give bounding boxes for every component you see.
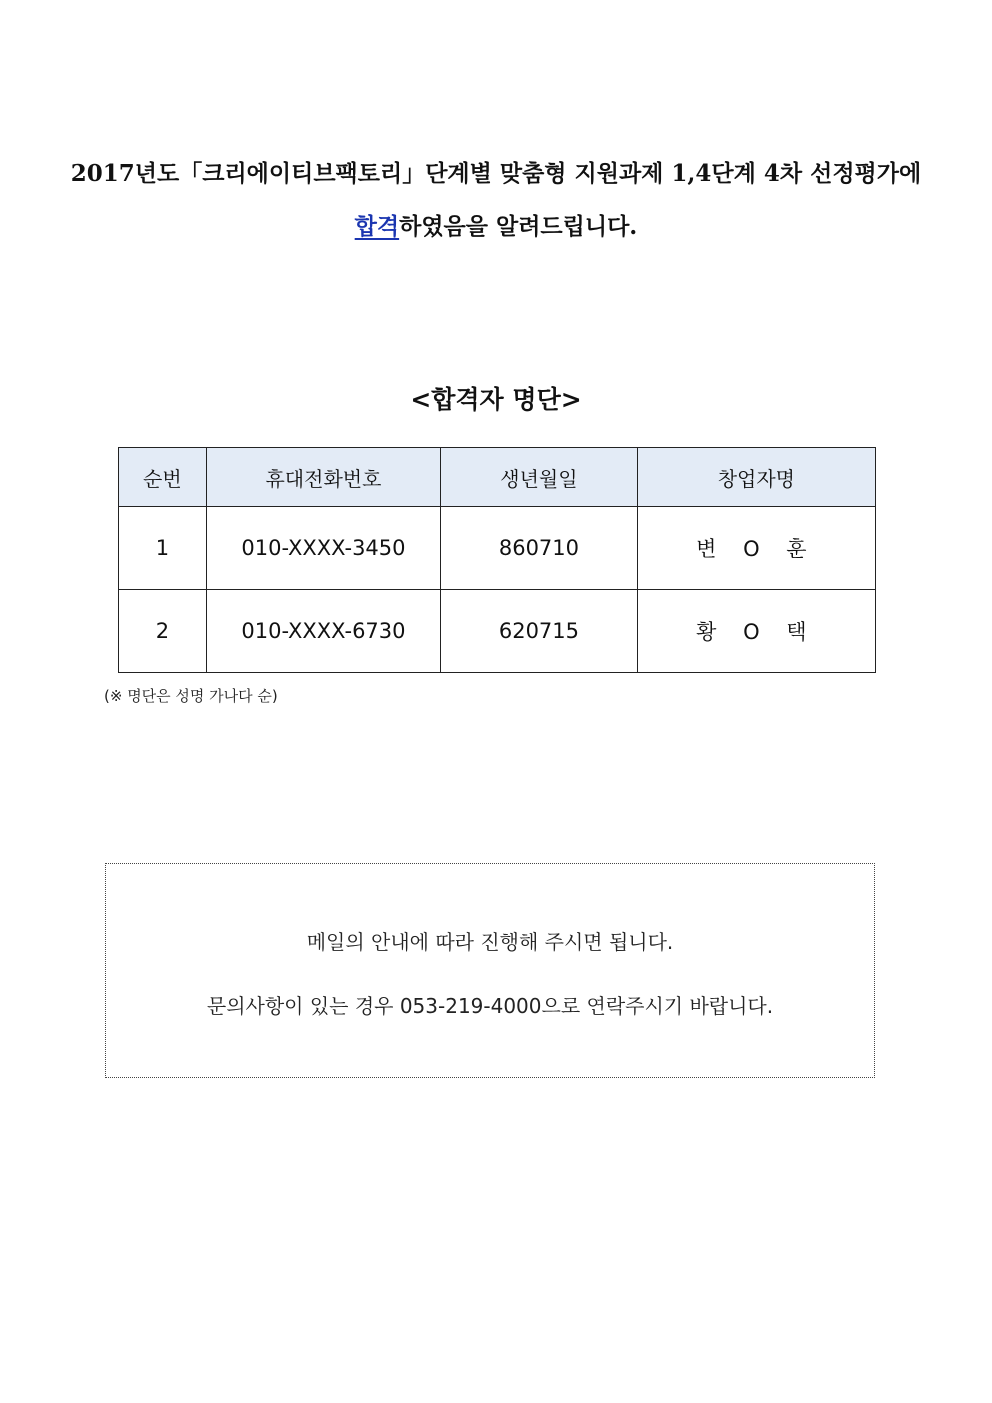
- footnote: (※ 명단은 성명 가나다 순): [104, 687, 278, 705]
- table-row: [119, 590, 876, 673]
- notice-line-2: 문의사항이 있는 경우 053-219-4000으로 연락주시기 바랍니다.: [206, 994, 774, 1018]
- roster-table: [118, 447, 876, 673]
- announcement-line-2-rest: 하였음을 알려드립니다.: [399, 213, 638, 240]
- row-number: 1: [119, 507, 207, 590]
- row-birthdate: 620715: [441, 590, 638, 673]
- list-title: <합격자 명단>: [410, 385, 582, 414]
- table-row: [119, 507, 876, 590]
- announcement-line-2: [0, 208, 992, 241]
- row-founder-name: 황 O 택: [637, 590, 875, 673]
- notice-line-1: 메일의 안내에 따라 진행해 주시면 됩니다.: [306, 930, 674, 954]
- row-phone: 010-XXXX-3450: [206, 507, 440, 590]
- notice-box: [105, 863, 875, 1078]
- row-founder-name: 변 O 훈: [637, 507, 875, 590]
- row-phone: 010-XXXX-6730: [206, 590, 440, 673]
- table-header-row: [119, 448, 876, 507]
- pass-word: 합격: [354, 213, 400, 240]
- announcement-line-1: 2017년도「크리에이티브팩토리」단계별 맞춤형 지원과제 1,4단계 4차 선정평가에: [70, 160, 922, 187]
- header-founder-name: 창업자명: [637, 448, 875, 507]
- row-birthdate: 860710: [441, 507, 638, 590]
- row-number: 2: [119, 590, 207, 673]
- header-phone: 휴대전화번호: [206, 448, 440, 507]
- header-number: 순번: [119, 448, 207, 507]
- header-birthdate: 생년월일: [441, 448, 638, 507]
